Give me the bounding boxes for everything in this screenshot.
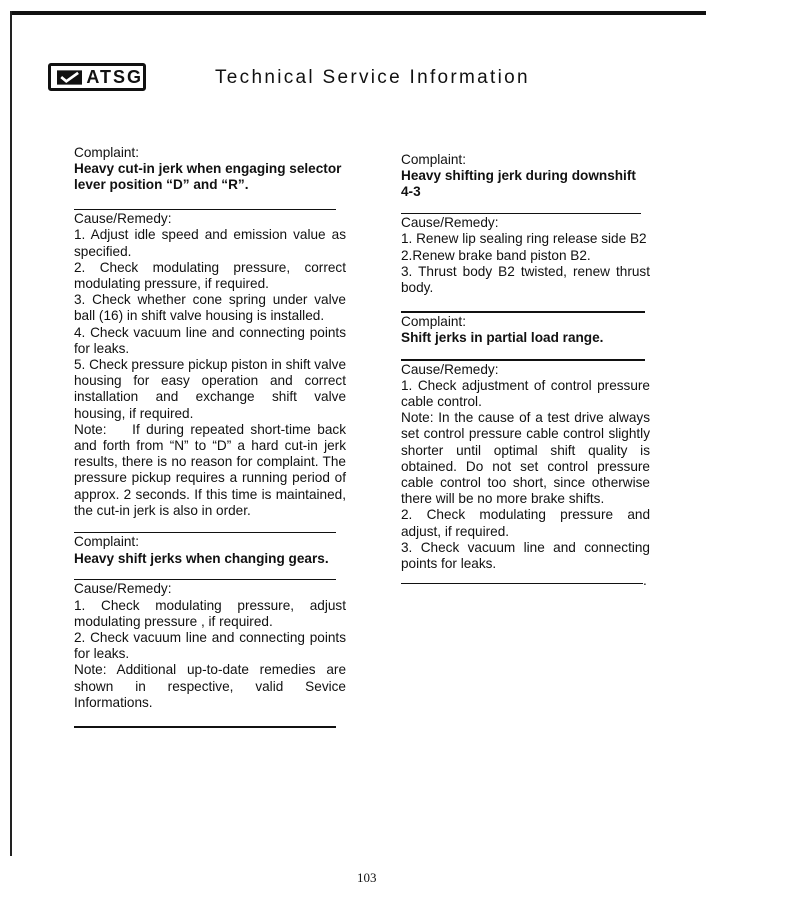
divider — [74, 532, 336, 534]
complaint-label: Complaint: — [401, 313, 466, 329]
remedy-note: Note: If during repeated short-time back and forth from “N” to “D” a hard cut-in jerk results, there is no reason for complaint. The pressure pickup requires a running period of approx. 2 seconds. If this time is maintained, the cut-in jerk is also in order. — [74, 421, 350, 518]
complaint-label: Complaint: — [74, 534, 139, 550]
complaint-title: Heavy shifting jerk during downshift 4-3 — [401, 168, 636, 200]
remedy-item: 2. Check modulating pressure, correct modulating pressure, if required. — [74, 259, 346, 291]
remedy-item: 2. Check vacuum line and connecting points for leaks. — [74, 629, 346, 662]
cause-remedy-label: Cause/Remedy: — [74, 581, 172, 597]
divider — [401, 359, 645, 361]
page-title: Technical Service Information — [215, 67, 530, 88]
page-number: 103 — [357, 870, 377, 885]
divider — [401, 311, 645, 313]
remedy-item: 4. Check vacuum line and connecting points for leaks. — [74, 324, 346, 356]
divider — [74, 579, 336, 581]
cause-remedy-label: Cause/Remedy: — [401, 215, 499, 231]
atsg-logo — [48, 63, 146, 91]
remedy-item: 3. Check whether cone spring under valve ball (16) in shift valve housing is installed. — [74, 292, 346, 324]
divider — [74, 726, 336, 728]
divider — [401, 213, 641, 215]
complaint-title: Shift jerks in partial load range. — [401, 329, 604, 345]
left-column — [74, 145, 350, 728]
remedy-note: Note: In the cause of a test drive always set control pressure cable control slightly shorter until optimal shift quality is obtained. Do not set control pressure cable control too short, since otherwise there will be no more brake shifts. — [401, 410, 650, 507]
top-border-rule — [10, 11, 706, 15]
end-rule-row — [401, 574, 650, 588]
remedy-item: 5. Check pressure pickup piston in shift valve housing for easy operation and correct installation and exchange shift valve housing, if required. — [74, 356, 347, 421]
complaint-title: Heavy cut-in jerk when engaging selector lever position “D” and “R”. — [74, 161, 342, 193]
complaint-label: Complaint: — [74, 145, 139, 160]
divider — [401, 583, 643, 585]
checkmark-icon — [57, 69, 82, 86]
right-column — [401, 152, 650, 588]
left-border-rule — [10, 11, 12, 856]
cause-remedy-label: Cause/Remedy: — [401, 361, 499, 377]
remedy-item: 1. Check adjustment of control pressure cable control. — [401, 377, 650, 409]
remedy-item: 3. Check vacuum line and connecting points for leaks. — [401, 539, 650, 571]
logo-text: ATSG — [86, 66, 143, 87]
remedy-item: 2. Check modulating pressure and adjust, if required. — [401, 507, 650, 539]
cause-remedy-label: Cause/Remedy: — [74, 211, 172, 227]
divider — [74, 209, 336, 211]
remedy-item: 2.Renew brake band piston B2. — [401, 247, 591, 263]
remedy-item: 3. Thrust body B2 twisted, renew thrust body. — [401, 263, 650, 295]
end-mark: . — [643, 573, 647, 589]
complaint-label: Complaint: — [401, 152, 466, 167]
remedy-item: 1. Check modulating pressure, adjust modulating pressure , if required. — [74, 597, 346, 629]
remedy-item: 1. Renew lip sealing ring release side B2 — [401, 231, 647, 247]
remedy-item: 1. Adjust idle speed and emission value as specified. — [74, 227, 346, 259]
complaint-title: Heavy shift jerks when changing gears. — [74, 550, 329, 566]
remedy-note: Note: Additional up-to-date remedies are shown in respective, valid Sevice Informations. — [74, 662, 346, 710]
